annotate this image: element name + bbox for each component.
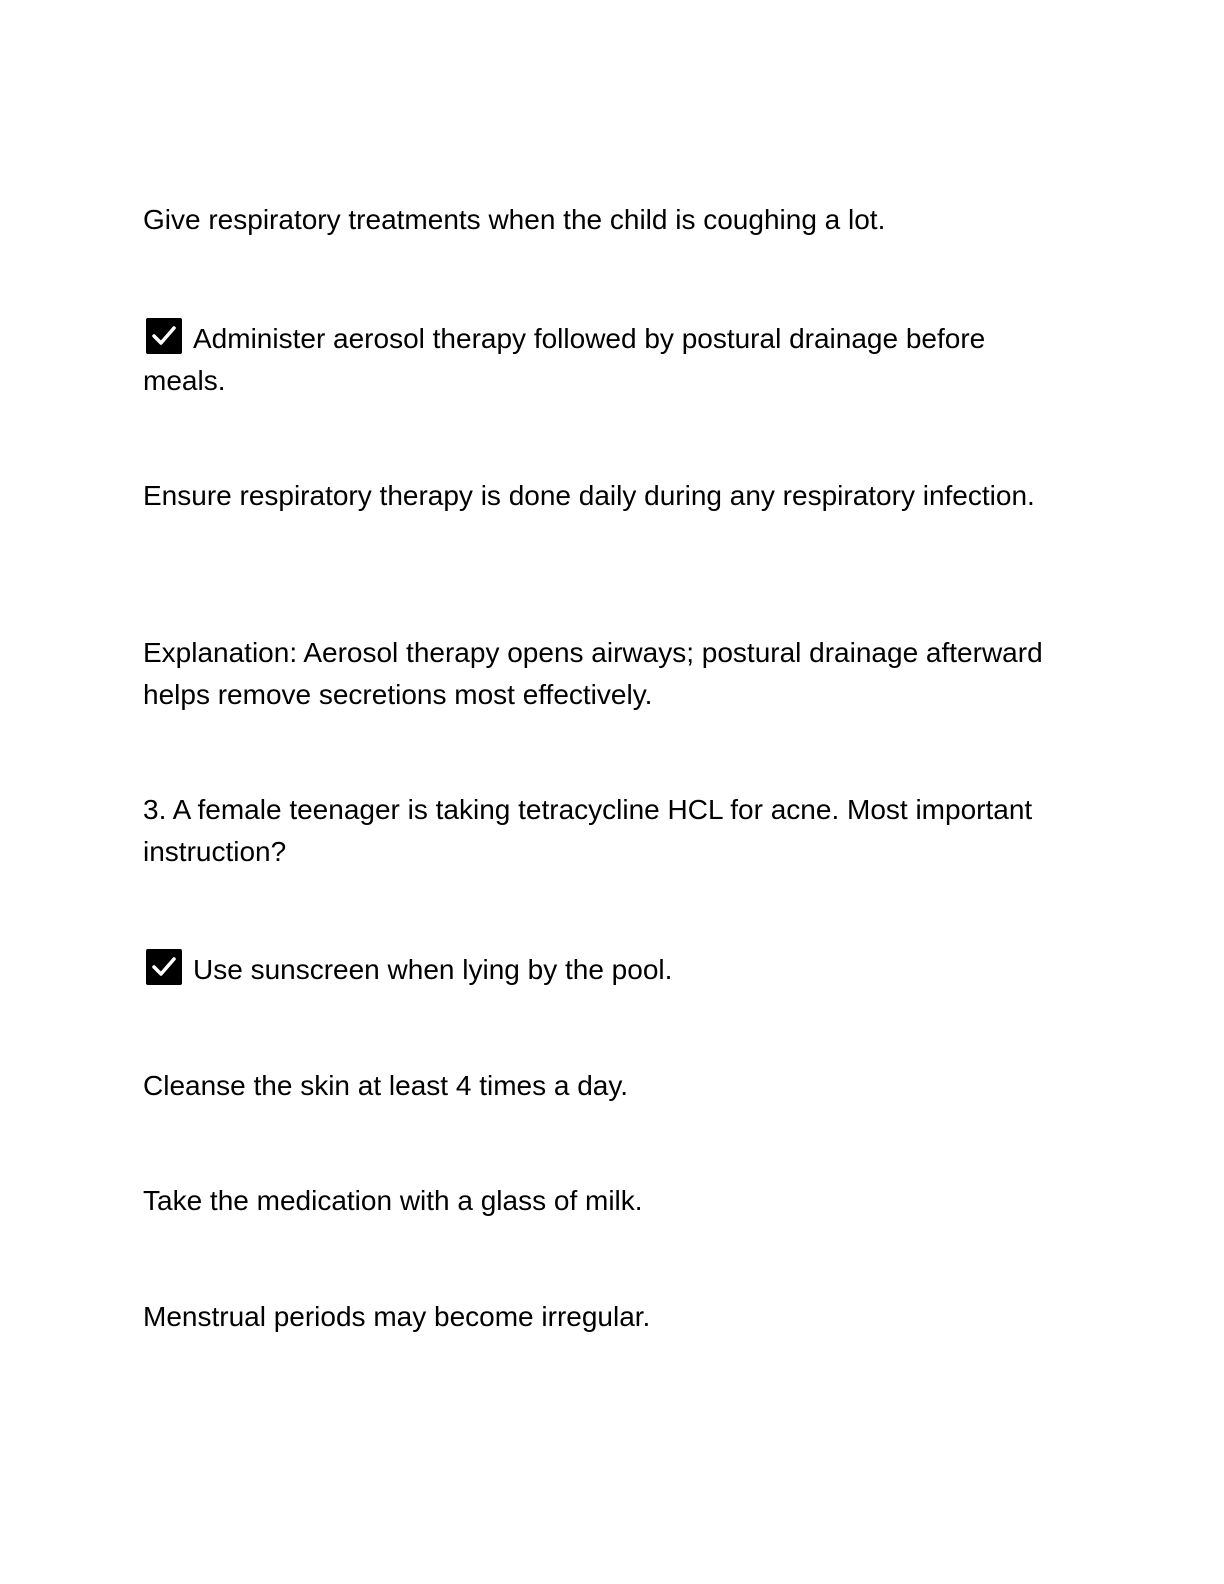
paragraph-text: Use sunscreen when lying by the pool.: [193, 954, 673, 985]
paragraph-text: Take the medication with a glass of milk.: [143, 1185, 643, 1216]
option-daily-respiratory-therapy: [143, 475, 1043, 517]
option-menstrual-periods: [143, 1296, 1043, 1338]
option-sunscreen: [143, 949, 1043, 991]
option-respiratory-treatments: [143, 199, 1043, 241]
paragraph-text: Explanation: Aerosol therapy opens airways; postural drainage afterward helps remove secretions most effectively.: [143, 637, 1043, 710]
option-medication-milk: [143, 1180, 1043, 1222]
checkmark-icon: [152, 956, 176, 978]
paragraph-text: Menstrual periods may become irregular.: [143, 1301, 651, 1332]
paragraph-text: Ensure respiratory therapy is done daily during any respiratory infection.: [143, 480, 1035, 511]
paragraph-text: Cleanse the skin at least 4 times a day.: [143, 1070, 629, 1101]
paragraph-text: Administer aerosol therapy followed by postural drainage before meals.: [143, 323, 986, 396]
explanation-paragraph: [143, 632, 1043, 716]
option-aerosol-therapy: [143, 318, 1043, 402]
question-3: [143, 789, 1043, 873]
paragraph-text: Give respiratory treatments when the child is coughing a lot.: [143, 204, 886, 235]
option-cleanse-skin: [143, 1065, 1043, 1107]
check-box-icon: [146, 318, 182, 354]
paragraph-text: 3. A female teenager is taking tetracycline HCL for acne. Most important instruction?: [143, 794, 1033, 867]
check-box-icon: [146, 949, 182, 985]
checkmark-icon: [152, 325, 176, 347]
